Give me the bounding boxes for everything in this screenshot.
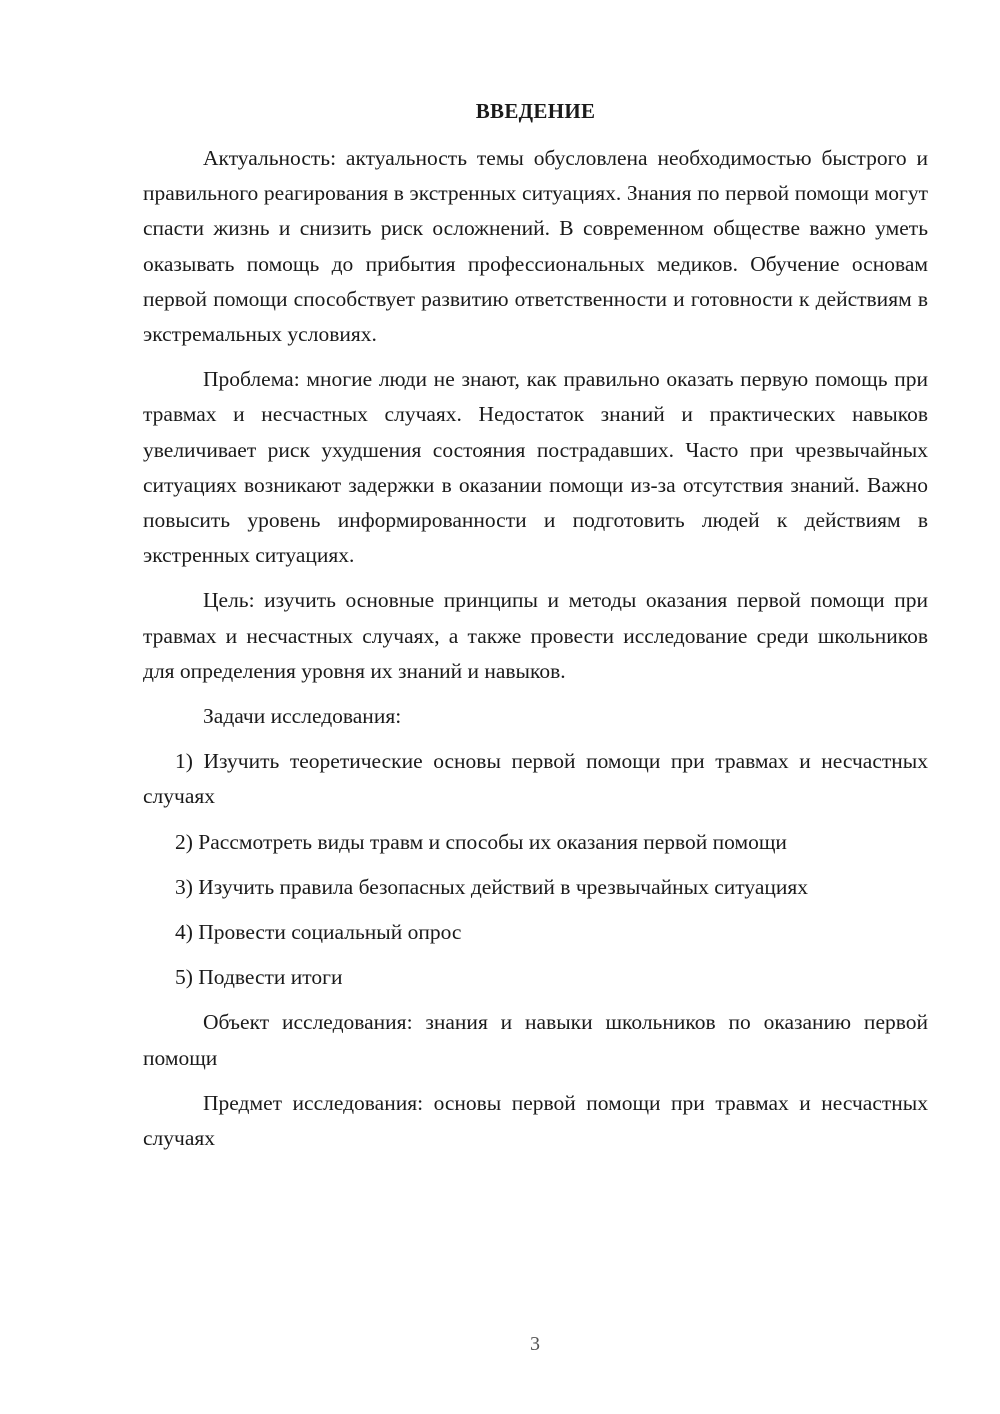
tasks-heading: Задачи исследования: [203,704,402,729]
task-item-2: 2) Рассмотреть виды травм и способы их оказания первой помощи [175,829,787,854]
section-title: ВВЕДЕНИЕ [475,99,596,123]
task-item-1: 1) Изучить теоретические основы первой помощи при травмах и несчастных случаях [143,749,928,809]
document-page [143,96,928,1166]
problem-paragraph: Проблема: многие люди не знают, как правильно оказать первую помощь при травмах и несчастных случаях. Недостаток знаний и практических навыков увеличивает риск ухудшения состояния пострадавших. Часто при чрезвычайных ситуациях возникают задержки в оказании помощи из-за отсутствия знаний. Важно повысить уровень информированности и подготовить людей к действиям в экстренных ситуациях. [143,367,928,568]
subject-paragraph: Предмет исследования: основы первой помощи при травмах и несчастных случаях [143,1090,928,1151]
page-number: 3 [530,1333,540,1355]
task-item-5: 5) Подвести итоги [175,965,343,990]
object-paragraph: Объект исследования: знания и навыки школьников по оказанию первой помощи [143,1010,928,1070]
relevance-paragraph: Актуальность: актуальность темы обусловлена необходимостью быстрого и правильного реагирования в экстренных ситуациях. Знания по первой помощи могут спасти жизнь и снизить риск осложнений. В современном обществе важно уметь оказывать помощь до прибытия профессиональных медиков. Обучение основам первой помощи способствует развитию ответственности и готовности к действиям в экстремальных условиях. [143,146,928,347]
task-item-4: 4) Провести социальный опрос [175,920,462,945]
task-item-3: 3) Изучить правила безопасных действий в чрезвычайных ситуациях [175,874,809,899]
goal-paragraph: Цель: изучить основные принципы и методы оказания первой помощи при травмах и несчастных случаях, а также провести исследование среди школьников для определения уровня их знаний и навыков. [143,588,928,683]
